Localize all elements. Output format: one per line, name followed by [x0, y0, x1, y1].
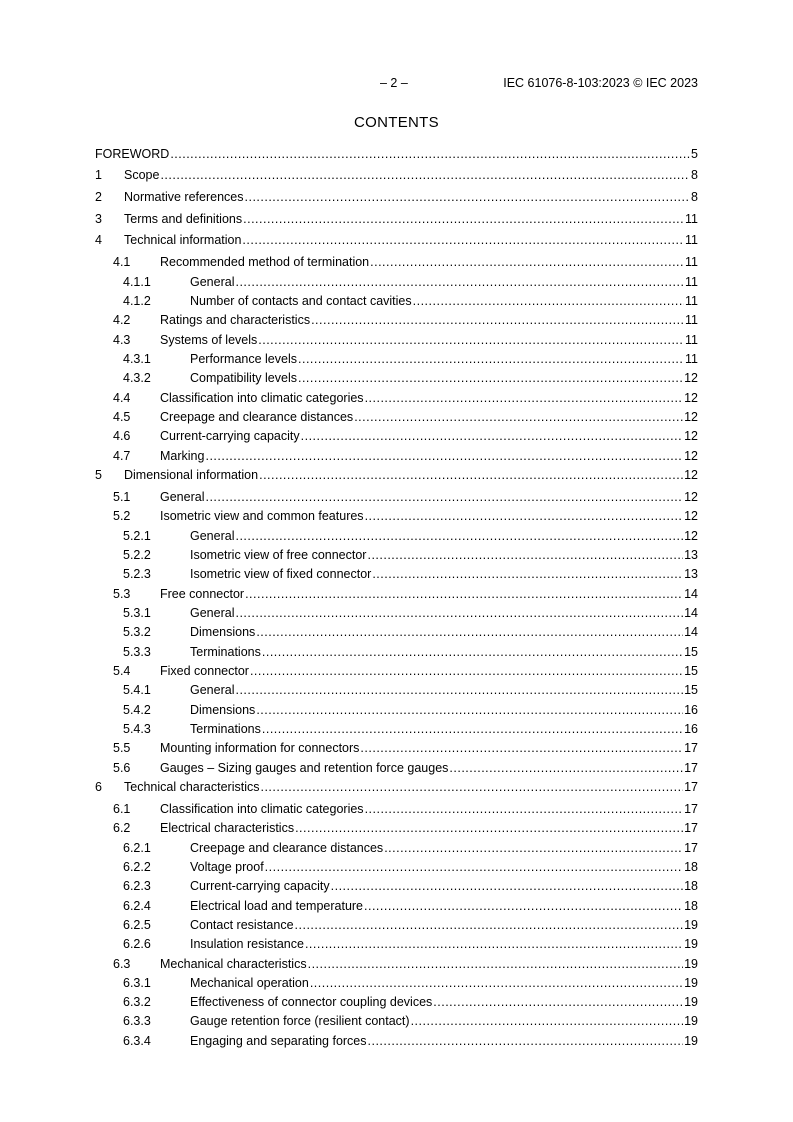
toc-entry-number: 5.4.2 — [123, 703, 151, 717]
toc-entry-title: Mechanical characteristics — [160, 957, 307, 971]
toc-dot-leader — [360, 740, 683, 756]
toc-entry[interactable] — [95, 936, 698, 952]
toc-entry-number: 4.1.1 — [123, 275, 151, 289]
toc-entry-number: 4.6 — [113, 429, 131, 443]
toc-dot-leader — [235, 528, 683, 544]
toc-entry-number: 6.2.6 — [123, 937, 151, 951]
toc-entry[interactable] — [95, 740, 698, 756]
toc-entry-title: General — [190, 683, 235, 697]
toc-entry[interactable] — [95, 840, 698, 856]
toc-entry-page: 18 — [684, 879, 698, 893]
toc-dot-leader — [160, 167, 690, 183]
toc-entry-title: Isometric view of free connector — [190, 548, 367, 562]
toc-entry[interactable] — [95, 467, 698, 483]
toc-entry-page: 15 — [684, 664, 698, 678]
toc-entry[interactable] — [95, 489, 698, 505]
toc-entry[interactable] — [95, 274, 698, 290]
toc-entry-number: 5.6 — [113, 761, 131, 775]
toc-entry-page: 14 — [684, 606, 698, 620]
page-number: – 2 – — [380, 76, 408, 90]
toc-dot-leader — [260, 779, 683, 795]
toc-dot-leader — [295, 917, 684, 933]
toc-entry-number: 6.3.4 — [123, 1034, 151, 1048]
toc-entry[interactable] — [95, 167, 698, 183]
toc-entry-page: 19 — [684, 957, 698, 971]
toc-entry-number: 5.3.1 — [123, 606, 151, 620]
toc-entry-title: Technical characteristics — [124, 780, 260, 794]
toc-entry-number: 6.3.2 — [123, 995, 151, 1009]
toc-entry-number: 5.3.2 — [123, 625, 151, 639]
toc-dot-leader — [365, 508, 684, 524]
toc-entry-number: 4.3 — [113, 333, 131, 347]
toc-entry-title: Mounting information for connectors — [160, 741, 360, 755]
toc-entry-title: Contact resistance — [190, 918, 294, 932]
toc-entry-title: Isometric view of fixed connector — [190, 567, 372, 581]
toc-entry-title: General — [160, 490, 205, 504]
toc-entry-number: 5.3 — [113, 587, 131, 601]
toc-entry[interactable] — [95, 760, 698, 776]
toc-entry-page: 12 — [684, 429, 698, 443]
toc-entry-number: 6.2.2 — [123, 860, 151, 874]
toc-entry-page: 11 — [685, 233, 698, 247]
toc-entry[interactable] — [95, 663, 698, 679]
toc-entry-page: 11 — [685, 212, 698, 226]
toc-entry-number: 5.1 — [113, 490, 131, 504]
toc-entry-title: Free connector — [160, 587, 245, 601]
toc-entry-number: 6.2.3 — [123, 879, 151, 893]
toc-entry-title: Electrical characteristics — [160, 821, 295, 835]
toc-entry-number: 5 — [95, 468, 102, 482]
toc-entry-title: Recommended method of termination — [160, 255, 370, 269]
toc-dot-leader — [367, 547, 683, 563]
toc-entry-page: 19 — [684, 937, 698, 951]
toc-dot-leader — [413, 293, 684, 309]
toc-entry-title: Insulation resistance — [190, 937, 304, 951]
toc-entry-page: 11 — [685, 255, 698, 269]
toc-entry-title: Technical information — [124, 233, 242, 247]
toc-entry[interactable] — [95, 702, 698, 718]
toc-dot-leader — [250, 663, 683, 679]
toc-entry-number: 5.4.3 — [123, 722, 151, 736]
toc-dot-leader — [235, 605, 683, 621]
toc-entry[interactable] — [95, 409, 698, 425]
toc-entry-page: 12 — [684, 371, 698, 385]
toc-entry-page: 17 — [684, 841, 698, 855]
toc-entry[interactable] — [95, 975, 698, 991]
toc-dot-leader — [259, 467, 683, 483]
toc-entry[interactable] — [95, 448, 698, 464]
toc-entry[interactable] — [95, 820, 698, 836]
toc-entry[interactable] — [95, 508, 698, 524]
toc-dot-leader — [365, 801, 684, 817]
toc-dot-leader — [298, 370, 683, 386]
toc-dot-leader — [308, 956, 684, 972]
toc-entry[interactable] — [95, 293, 698, 309]
toc-entry-title: Terminations — [190, 722, 261, 736]
toc-entry-page: 12 — [684, 391, 698, 405]
toc-entry-page: 16 — [684, 722, 698, 736]
toc-entry-title: Systems of levels — [160, 333, 258, 347]
toc-dot-leader — [310, 975, 683, 991]
toc-entry-title: Current-carrying capacity — [190, 879, 330, 893]
toc-entry[interactable] — [95, 779, 698, 795]
toc-dot-leader — [170, 146, 690, 162]
toc-entry[interactable] — [95, 528, 698, 544]
toc-entry[interactable] — [95, 332, 698, 348]
toc-dot-leader — [449, 760, 683, 776]
toc-entry-page: 12 — [684, 449, 698, 463]
page-title: CONTENTS — [354, 114, 439, 131]
toc-dot-leader — [298, 351, 684, 367]
toc-entry-title: Classification into climatic categories — [160, 802, 364, 816]
toc-entry-number: 5.2.3 — [123, 567, 151, 581]
toc-entry-page: 14 — [684, 625, 698, 639]
toc-entry[interactable] — [95, 682, 698, 698]
toc-entry-title: General — [190, 529, 235, 543]
toc-entry-title: FOREWORD — [95, 147, 170, 161]
toc-entry-page: 19 — [684, 918, 698, 932]
toc-entry-page: 12 — [684, 509, 698, 523]
toc-entry-page: 11 — [685, 275, 698, 289]
toc-entry-number: 4.3.2 — [123, 371, 151, 385]
toc-entry[interactable] — [95, 586, 698, 602]
toc-dot-leader — [411, 1013, 684, 1029]
toc-entry-page: 17 — [684, 761, 698, 775]
toc-entry[interactable] — [95, 917, 698, 933]
toc-dot-leader — [311, 312, 684, 328]
toc-entry-title: Normative references — [124, 190, 244, 204]
toc-dot-leader — [256, 702, 683, 718]
toc-entry-number: 5.2 — [113, 509, 131, 523]
toc-dot-leader — [262, 644, 683, 660]
toc-entry-number: 6.2 — [113, 821, 131, 835]
toc-entry-number: 6.2.4 — [123, 899, 151, 913]
toc-entry-number: 6.2.1 — [123, 841, 151, 855]
toc-dot-leader — [354, 409, 683, 425]
toc-entry-title: Number of contacts and contact cavities — [190, 294, 412, 308]
toc-entry-title: Effectiveness of connector coupling devices — [190, 995, 433, 1009]
toc-entry-number: 6.3.3 — [123, 1014, 151, 1028]
toc-dot-leader — [365, 390, 684, 406]
toc-entry-page: 17 — [684, 821, 698, 835]
toc-dot-leader — [433, 994, 683, 1010]
toc-entry-page: 5 — [691, 147, 698, 161]
toc-entry[interactable] — [95, 312, 698, 328]
toc-dot-leader — [301, 428, 683, 444]
toc-entry-number: 5.5 — [113, 741, 131, 755]
toc-entry-page: 8 — [691, 190, 698, 204]
toc-entry-number: 1 — [95, 168, 102, 182]
toc-entry-page: 12 — [684, 410, 698, 424]
toc-entry[interactable] — [95, 370, 698, 386]
toc-entry-title: Creepage and clearance distances — [160, 410, 354, 424]
toc-entry-page: 19 — [684, 1014, 698, 1028]
toc-entry-page: 11 — [685, 294, 698, 308]
standard-reference: IEC 61076-8-103:2023 © IEC 2023 — [503, 76, 698, 90]
toc-entry[interactable] — [95, 956, 698, 972]
toc-entry-page: 18 — [684, 860, 698, 874]
toc-entry[interactable] — [95, 390, 698, 406]
toc-entry-title: Current-carrying capacity — [160, 429, 300, 443]
toc-dot-leader — [368, 1033, 684, 1049]
toc-entry-page: 14 — [684, 587, 698, 601]
toc-entry-number: 4.5 — [113, 410, 131, 424]
toc-entry-number: 6.3.1 — [123, 976, 151, 990]
toc-entry-title: Terminations — [190, 645, 261, 659]
toc-dot-leader — [265, 859, 683, 875]
toc-entry[interactable] — [95, 801, 698, 817]
toc-entry-number: 4.1 — [113, 255, 131, 269]
toc-dot-leader — [245, 586, 683, 602]
toc-entry[interactable] — [95, 146, 698, 162]
toc-entry-page: 11 — [685, 352, 698, 366]
toc-entry-title: Terms and definitions — [124, 212, 243, 226]
toc-entry[interactable] — [95, 1033, 698, 1049]
toc-entry-title: Engaging and separating forces — [190, 1034, 367, 1048]
toc-entry-number: 4.4 — [113, 391, 131, 405]
toc-entry-page: 12 — [684, 529, 698, 543]
toc-entry-number: 5.4.1 — [123, 683, 151, 697]
toc-entry-number: 5.2.2 — [123, 548, 151, 562]
toc-entry-title: General — [190, 275, 235, 289]
toc-entry-page: 8 — [691, 168, 698, 182]
toc-entry-title: Dimensional information — [124, 468, 259, 482]
toc-dot-leader — [256, 624, 683, 640]
toc-entry-page: 18 — [684, 899, 698, 913]
toc-entry[interactable] — [95, 898, 698, 914]
toc-entry-title: Performance levels — [190, 352, 297, 366]
toc-dot-leader — [245, 189, 691, 205]
toc-entry-number: 5.4 — [113, 664, 131, 678]
toc-dot-leader — [384, 840, 683, 856]
toc-entry-number: 5.2.1 — [123, 529, 151, 543]
toc-entry-number: 6.1 — [113, 802, 131, 816]
toc-entry-page: 11 — [685, 333, 698, 347]
toc-dot-leader — [331, 878, 683, 894]
toc-entry[interactable] — [95, 721, 698, 737]
toc-entry-page: 12 — [684, 468, 698, 482]
toc-entry-page: 15 — [684, 645, 698, 659]
toc-entry-number: 5.3.3 — [123, 645, 151, 659]
toc-entry[interactable] — [95, 189, 698, 205]
toc-entry-number: 2 — [95, 190, 102, 204]
toc-entry-number: 6 — [95, 780, 102, 794]
toc-dot-leader — [305, 936, 683, 952]
toc-dot-leader — [370, 254, 684, 270]
toc-entry[interactable] — [95, 232, 698, 248]
toc-entry[interactable] — [95, 605, 698, 621]
toc-entry-title: Electrical load and temperature — [190, 899, 364, 913]
toc-entry-title: Gauges – Sizing gauges and retention force gauges — [160, 761, 449, 775]
toc-entry-page: 17 — [684, 780, 698, 794]
toc-entry-page: 11 — [685, 313, 698, 327]
toc-dot-leader — [242, 232, 684, 248]
toc-entry-page: 15 — [684, 683, 698, 697]
toc-entry-title: Ratings and characteristics — [160, 313, 311, 327]
toc-entry-number: 4.3.1 — [123, 352, 151, 366]
toc-entry-page: 19 — [684, 976, 698, 990]
toc-entry-title: Mechanical operation — [190, 976, 309, 990]
toc-entry-number: 4 — [95, 233, 102, 247]
toc-dot-leader — [205, 448, 683, 464]
toc-entry-title: Compatibility levels — [190, 371, 297, 385]
toc-entry-page: 19 — [684, 1034, 698, 1048]
toc-entry-title: Marking — [160, 449, 205, 463]
toc-entry[interactable] — [95, 1013, 698, 1029]
toc-entry[interactable] — [95, 624, 698, 640]
toc-entry-number: 3 — [95, 212, 102, 226]
toc-entry-number: 6.3 — [113, 957, 131, 971]
toc-dot-leader — [372, 566, 683, 582]
toc-entry-page: 16 — [684, 703, 698, 717]
toc-entry-title: Scope — [124, 168, 160, 182]
toc-entry-title: Dimensions — [190, 703, 256, 717]
toc-dot-leader — [235, 682, 683, 698]
toc-dot-leader — [243, 211, 684, 227]
toc-entry-title: Voltage proof — [190, 860, 264, 874]
toc-entry[interactable] — [95, 351, 698, 367]
toc-entry-number: 4.1.2 — [123, 294, 151, 308]
toc-entry-title: Creepage and clearance distances — [190, 841, 384, 855]
toc-entry[interactable] — [95, 644, 698, 660]
toc-entry-number: 4.7 — [113, 449, 131, 463]
toc-entry-page: 17 — [684, 802, 698, 816]
toc-dot-leader — [364, 898, 683, 914]
toc-entry-page: 12 — [684, 490, 698, 504]
toc-dot-leader — [295, 820, 683, 836]
toc-entry-title: Dimensions — [190, 625, 256, 639]
toc-dot-leader — [262, 721, 683, 737]
toc-entry-number: 4.2 — [113, 313, 131, 327]
toc-entry[interactable] — [95, 428, 698, 444]
toc-entry[interactable] — [95, 859, 698, 875]
toc-entry-title: General — [190, 606, 235, 620]
toc-entry[interactable] — [95, 547, 698, 563]
toc-entry[interactable] — [95, 878, 698, 894]
toc-entry-page: 13 — [684, 548, 698, 562]
toc-entry-title: Gauge retention force (resilient contact) — [190, 1014, 410, 1028]
toc-entry-page: 17 — [684, 741, 698, 755]
toc-dot-leader — [205, 489, 683, 505]
toc-dot-leader — [258, 332, 684, 348]
toc-entry[interactable] — [95, 566, 698, 582]
toc-entry-title: Classification into climatic categories — [160, 391, 364, 405]
toc-dot-leader — [235, 274, 684, 290]
toc-entry-number: 6.2.5 — [123, 918, 151, 932]
toc-entry-page: 13 — [684, 567, 698, 581]
toc-entry[interactable] — [95, 254, 698, 270]
toc-entry-title: Fixed connector — [160, 664, 249, 678]
toc-entry-page: 19 — [684, 995, 698, 1009]
toc-entry-title: Isometric view and common features — [160, 509, 364, 523]
toc-entry[interactable] — [95, 211, 698, 227]
toc-entry[interactable] — [95, 994, 698, 1010]
